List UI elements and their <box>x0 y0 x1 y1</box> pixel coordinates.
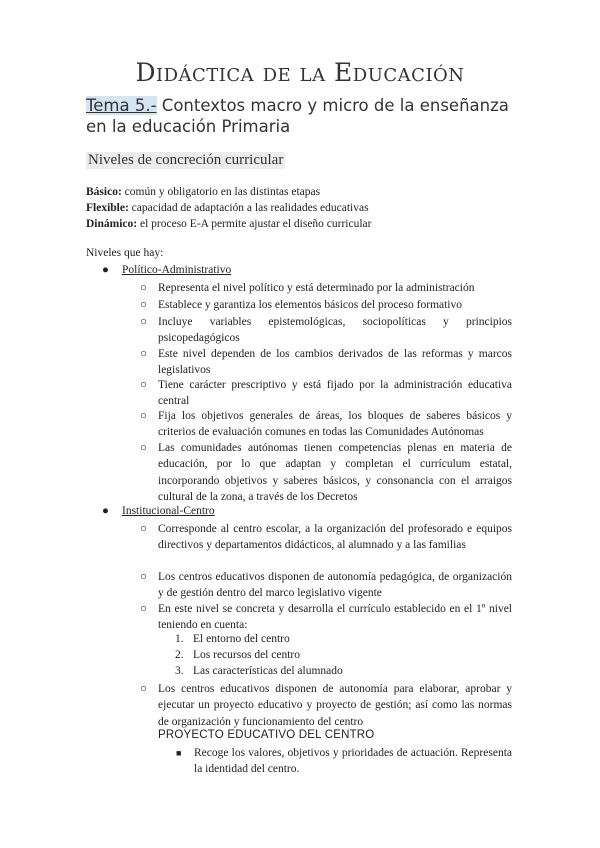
list-item-text: Los centros educativos disponen de autonomía pedagógica, de organización y de gestión dentro del marco legislativo vigente <box>158 571 512 600</box>
list-item-level1 <box>104 264 231 276</box>
document-title: Didáctica de la Educación <box>135 58 465 87</box>
item-number: 3. <box>175 665 184 677</box>
list-item-level1 <box>104 505 215 517</box>
level1-label: Institucional-Centro <box>122 505 215 517</box>
circle-bullet-icon: ○ <box>140 299 147 311</box>
item-number: 2. <box>175 649 184 661</box>
definition-item <box>86 216 526 232</box>
circle-bullet-icon: ○ <box>140 442 147 454</box>
numbered-item <box>175 633 290 645</box>
definition-term: Básico: <box>86 186 122 198</box>
list-item-text: Representa el nivel político y está determinado por la administración <box>158 282 475 294</box>
definition-item <box>86 184 526 200</box>
numbered-item-text: Las características del alumnado <box>193 665 343 677</box>
list-item-text: Este nivel dependen de los cambios derivados de las reformas y marcos legislativos <box>158 348 512 377</box>
list-item <box>140 346 512 379</box>
list-item <box>140 408 512 441</box>
definitions <box>86 184 526 232</box>
list-item-text: Las comunidades autónomas tienen competencias plenas en materia de educación, por lo que adaptan y completan el currículum estatal, incorporando objetivos y saberes básicos, y consonancia con el arraigos cultural de la zona, a través de los Decretos <box>158 442 512 503</box>
list-item-text: Fija los objetivos generales de áreas, los bloques de saberes básicos y criterios de evaluación comunes en todas las Comunidades Autónomas <box>158 410 512 439</box>
definition-text: común y obligatorio en las distintas etapas <box>121 186 321 198</box>
list-item-text: Incluye variables epistemológicas, sociopolíticas y principios psicopedagógicos <box>158 316 512 345</box>
list-item <box>140 521 512 554</box>
list-item <box>140 297 512 313</box>
list-item-text: Establece y garantiza los elementos básicos del proceso formativo <box>158 299 463 311</box>
section-heading: Niveles de concreción curricular <box>88 152 284 168</box>
definition-term: Flexible: <box>86 202 129 214</box>
proyecto-heading: PROYECTO EDUCATIVO DEL CENTRO <box>158 729 375 741</box>
circle-bullet-icon: ○ <box>140 379 147 391</box>
circle-bullet-icon: ○ <box>140 603 147 615</box>
bullet-icon: ● <box>102 505 109 517</box>
circle-bullet-icon: ○ <box>140 571 147 583</box>
list-item <box>140 681 512 730</box>
numbered-item <box>175 665 343 677</box>
list-item <box>140 440 512 505</box>
circle-bullet-icon: ○ <box>140 348 147 360</box>
list-item <box>140 377 512 410</box>
definition-text: capacidad de adaptación a las realidades educativas <box>128 202 369 214</box>
list-item-level3 <box>176 745 512 778</box>
numbered-item-text: Los recursos del centro <box>193 649 300 661</box>
list-item-text: En este nivel se concreta y desarrolla el currículo establecido en el 1º nivel teniendo en cuenta: <box>158 603 512 632</box>
definition-text: el proceso E-A permite ajustar el diseño curricular <box>137 218 372 230</box>
definition-term: Dinámico: <box>86 218 138 230</box>
bullet-icon: ● <box>102 264 109 276</box>
level1-label: Político-Administrativo <box>122 264 232 276</box>
list-item <box>140 314 512 347</box>
numbered-item-text: El entorno del centro <box>193 633 290 645</box>
subtitle-text: Contextos macro y micro de la enseñanza en la educación Primaria <box>86 96 509 136</box>
definition-item <box>86 200 526 216</box>
list-item-text: Los centros educativos disponen de autonomía para elaborar, aprobar y ejecutar un proyecto educativo y proyecto de gestión; así como las normas de organización y funcionamiento del centro <box>158 683 512 728</box>
list-item <box>140 601 512 634</box>
numbered-item <box>175 649 300 661</box>
circle-bullet-icon: ○ <box>140 683 147 695</box>
circle-bullet-icon: ○ <box>140 410 147 422</box>
item-number: 1. <box>175 633 184 645</box>
list-item <box>140 569 512 602</box>
circle-bullet-icon: ○ <box>140 316 147 328</box>
list-item-text: Tiene carácter prescriptivo y está fijado por la administración educativa central <box>158 379 512 408</box>
list-item <box>140 280 512 296</box>
subtitle <box>86 95 526 137</box>
list-item-text: Recoge los valores, objetivos y prioridades de actuación. Representa la identidad del centro. <box>194 747 512 776</box>
square-bullet-icon: ■ <box>176 748 182 758</box>
tema-label: Tema 5.- <box>86 96 157 115</box>
list-item-text: Corresponde al centro escolar, a la organización del profesorado e equipos directivos y departamentos didácticos, al alumnado y a las familias <box>158 523 512 552</box>
intro-text: Niveles que hay: <box>86 247 164 259</box>
circle-bullet-icon: ○ <box>140 523 147 535</box>
circle-bullet-icon: ○ <box>140 282 147 294</box>
